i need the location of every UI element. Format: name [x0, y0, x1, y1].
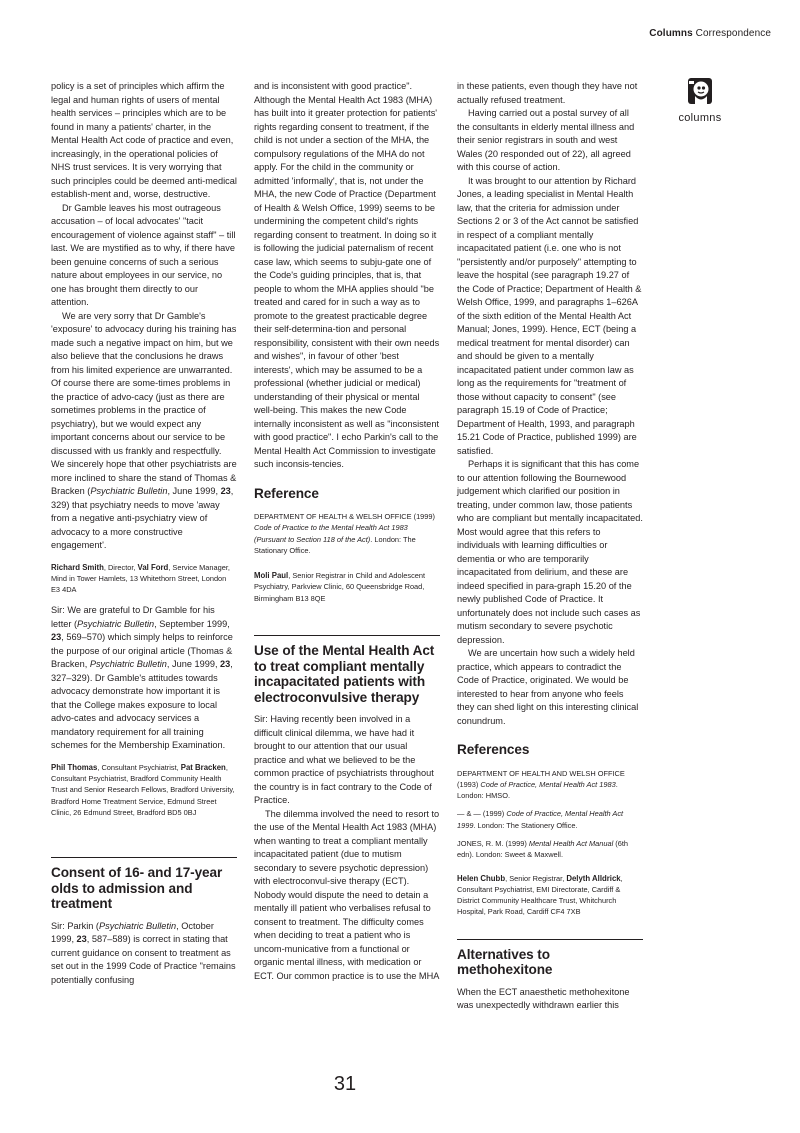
running-header	[649, 28, 771, 39]
section-rule	[457, 939, 643, 947]
reference-item: JONES, R. M. (1999) Mental Health Act Manual (6th edn). London: Sweet & Maxwell.	[457, 838, 629, 860]
section-rule	[254, 635, 440, 643]
paragraph: Sir: We are grateful to Dr Gamble for his letter (Psychiatric Bulletin, September 1999, 23, 569–570) which simply helps to reinforce the purpose of our original article (Thomas & Bracken, Psychiatric Bulletin, June 1999, 23, 327–329). Dr Gamble's attitudes towards advocacy demonstrate how important it is that the College makes exposure to local advo-cates and advocacy services a mandatory requirement for all training schemes for the Membership Examination.	[51, 605, 233, 751]
paragraph: Perhaps it is significant that this has come to our attention following the Bournewood judgement which clarified our position in treating, under common law, those patients who are compliant but mentally incapacitated. Most would agree that this refers to individuals with learning difficulties or dementia or who are temporarily incapacitated from delirium, and these are indeed specified in para-graph 15.20 of the newly published Code of Practice. It unfortunately does not include such cases as mutism secondary to severe psychotic depression.	[457, 459, 643, 645]
column-2	[254, 80, 440, 983]
article-heading: Use of the Mental Health Act to treat compliant mentally incapacitated patients with electroconvulsive therapy	[254, 643, 435, 705]
letter-signature: Richard Smith, Director, Val Ford, Service Manager, Mind in Tower Hamlets, 13 Whitethorn Street, London E3 4DA	[51, 562, 230, 595]
header-subsection: Correspondence	[695, 28, 771, 39]
header-section: Columns	[649, 28, 693, 39]
paragraph: The dilemma involved the need to resort to the use of the Mental Health Act 1983 (MHA) when wanting to treat a compliant mentally incapacitated patient (due to mutism secondary to severe psychotic depression) with electroconvul-sive therapy (ECT). Nobody would dispute the need to detain a mentally ill patient who verbalises refusal to consent to treatment. The difficulty comes when deciding to treat a patient who is uncom-municative from a functional or organic mental illness, with medication or ECT. Our common practice is to use the MHA	[254, 808, 440, 981]
reference-item: — & — (1999) Code of Practice, Mental Health Act 1999. London: The Stationery Office.	[457, 809, 624, 830]
letter-signature: Helen Chubb, Senior Registrar, Delyth Alldrick, Consultant Psychiatrist, EMI Directorate, Cardiff & District Community Healthcare Trust, Whitchurch Hospital, Park Road, Cardiff CF4 7XB	[457, 873, 623, 917]
paragraph: Sir: Parkin (Psychiatric Bulletin, October 1999, 23, 587–589) is correct in stating that current guidance on consent to treatment as set out in the 1999 Code of Practice "remains potentially confusing	[51, 920, 236, 985]
reference-heading: References	[457, 742, 530, 757]
paragraph: in these patients, even though they have not actually refused treatment.	[457, 81, 638, 105]
paragraph: policy is a set of principles which affirm the legal and human rights of users of mental health services – principles which are to be found in many a patients' charter, in the Mental Health Act code of practice and even, increasingly, in the operational policies of NHS trust services. It is very worrying that such principles could be deemed anti-medical establish-ment and, worse, destructive.	[51, 81, 237, 199]
paragraph: Sir: Having recently been involved in a difficult clinical dilemma, we have had it brought to our attention that our usual practice and what we believed to be the common practice of psychiatrists throughout the country is in fact contrary to the Code of Practice.	[254, 714, 434, 806]
logo-label: columns	[678, 112, 722, 124]
paragraph: It was brought to our attention by Richard Jones, a leading specialist in Mental Health law, that the criteria for admission under Sections 2 or 3 of the Act cannot be satisfied in respect of a compliant mentally incapacitated patient (i.e. one who is not "persistently and/or purposely" attempting to leave the hospital (see paragraph 19.27 of the Code of Practice; Department of Health & Welsh Office, 1999, and paragraphs 1–626A of the sixth edition of the Mental Health Act Manual; Jones, 1999). Hence, ECT (being a medical treatment for mental disorder) can and should be given to a mentally incapacitated patient under common law as long as the requirements for "treatment of those without capacity to consent" (see paragraph 15.19 of Code of Practice; Department of Health, 1993, and paragraph 15.21 Code of Practice, published 1999) are satisfied.	[457, 175, 642, 456]
column-1	[51, 80, 237, 987]
letter-signature: Moli Paul, Senior Registrar in Child and Adolescent Psychiatry, Parkview Clinic, 60 Queensbridge Road, Birmingham B13 8QE	[254, 571, 426, 603]
article-heading: Alternatives to methohexitone	[457, 946, 553, 978]
columns-logo-icon	[686, 76, 714, 106]
section-rule	[51, 857, 237, 865]
paragraph: Dr Gamble leaves his most outrageous accusation – of local advocates' "tacit encouragement of violence against staff" – till last. We are mystified as to why, if there have been genuine concerns of such a serious nature about employees in our service, no one has brought them directly to our attention.	[51, 202, 236, 307]
paragraph: We are very sorry that Dr Gamble's 'exposure' to advocacy during his training has made such a negative impact on him, but we also believe that the conclusions he draws from his limited experience are unwarranted. Of course there are some-times problems in the practice of advo-cacy (just as there are sometimes problems in the practice of psychiatry), but we would expect any important concerns about our service to be discussed with us frankly and respectfully. We sincerely hope that other psychiatrists are more inclined to share the stand of Thomas & Bracken (Psychiatric Bulletin, June 1999, 23, 329) that psychiatry needs to move 'away from a negative anti-psychiatry view of advocacy to a more constructive engagement'.	[51, 310, 237, 550]
columns-logo	[660, 76, 740, 124]
column-3	[457, 80, 643, 1013]
letter-signature: Phil Thomas, Consultant Psychiatrist, Pat Bracken, Consultant Psychiatrist, Bradford Community Health Trust and Senior Research Fellows, Bradford University, Bradford Home Treatment Service, Edmund Street Clinic, 26 Edmund Street, Bradford BD5 0BJ	[51, 762, 235, 818]
reference-item: DEPARTMENT OF HEALTH AND WELSH OFFICE (1993) Code of Practice, Mental Health Act 1983. London: HMSO.	[457, 768, 625, 801]
reference-item: DEPARTMENT OF HEALTH & WELSH OFFICE (1999) Code of Practice to the Mental Health Act 1983 (Pursuant to Section 118 of the Act). London: The Stationary Office.	[254, 512, 435, 555]
paragraph: When the ECT anaesthetic methohexitone was unexpectedly withdrawn earlier this	[457, 986, 630, 1011]
paragraph: Having carried out a postal survey of all the consultants in elderly mental illness and their senior registrars in south and west Wales (20 responded out of 22), all agreed with this course of action.	[457, 108, 635, 172]
paragraph: We are uncertain how such a widely held practice, which appears to contradict the Code of Practice, originated. We would be interested to hear from anyone who feels they can shed light on this interesting clinical conundrum.	[457, 648, 639, 726]
page-number: 31	[333, 1073, 357, 1095]
paragraph: and is inconsistent with good practice". Although the Mental Health Act 1983 (MHA) has built into it greater protection for patients' rights regarding consent to treatment, if the child is not under a section of the MHA, the compulsory regulations of the MHA do not apply. For the child in the community or admitted 'informally', that is, not under the MHA, the new Code of Practice (Department of Health & Welsh Office, 1999) seems to be undermining the competent child's rights regarding consent to treatment. In doing so it is following the judicial paternalism of recent case law, which seems to subju-gate one of the Code's guiding principles, that is, that people to whom the MHA applies should "be treated and cared for in such a way as to promote to the greatest practicable degree their self-determina-tion and personal responsibility, consistent with their own needs and wishes", in favour of other 'best interests', which may be assumed to be a professional (whether judicial or medical) understanding of their physical or mental well-being. This makes the new Code internally inconsistent as well as "inconsistent with good practice". I echo Parkin's call to the Mental Health Act Commission to investigate such inconsis-tencies.	[254, 81, 440, 469]
reference-heading: Reference	[254, 485, 319, 501]
article-heading: Consent of 16- and 17-year olds to admission and treatment	[51, 865, 223, 912]
